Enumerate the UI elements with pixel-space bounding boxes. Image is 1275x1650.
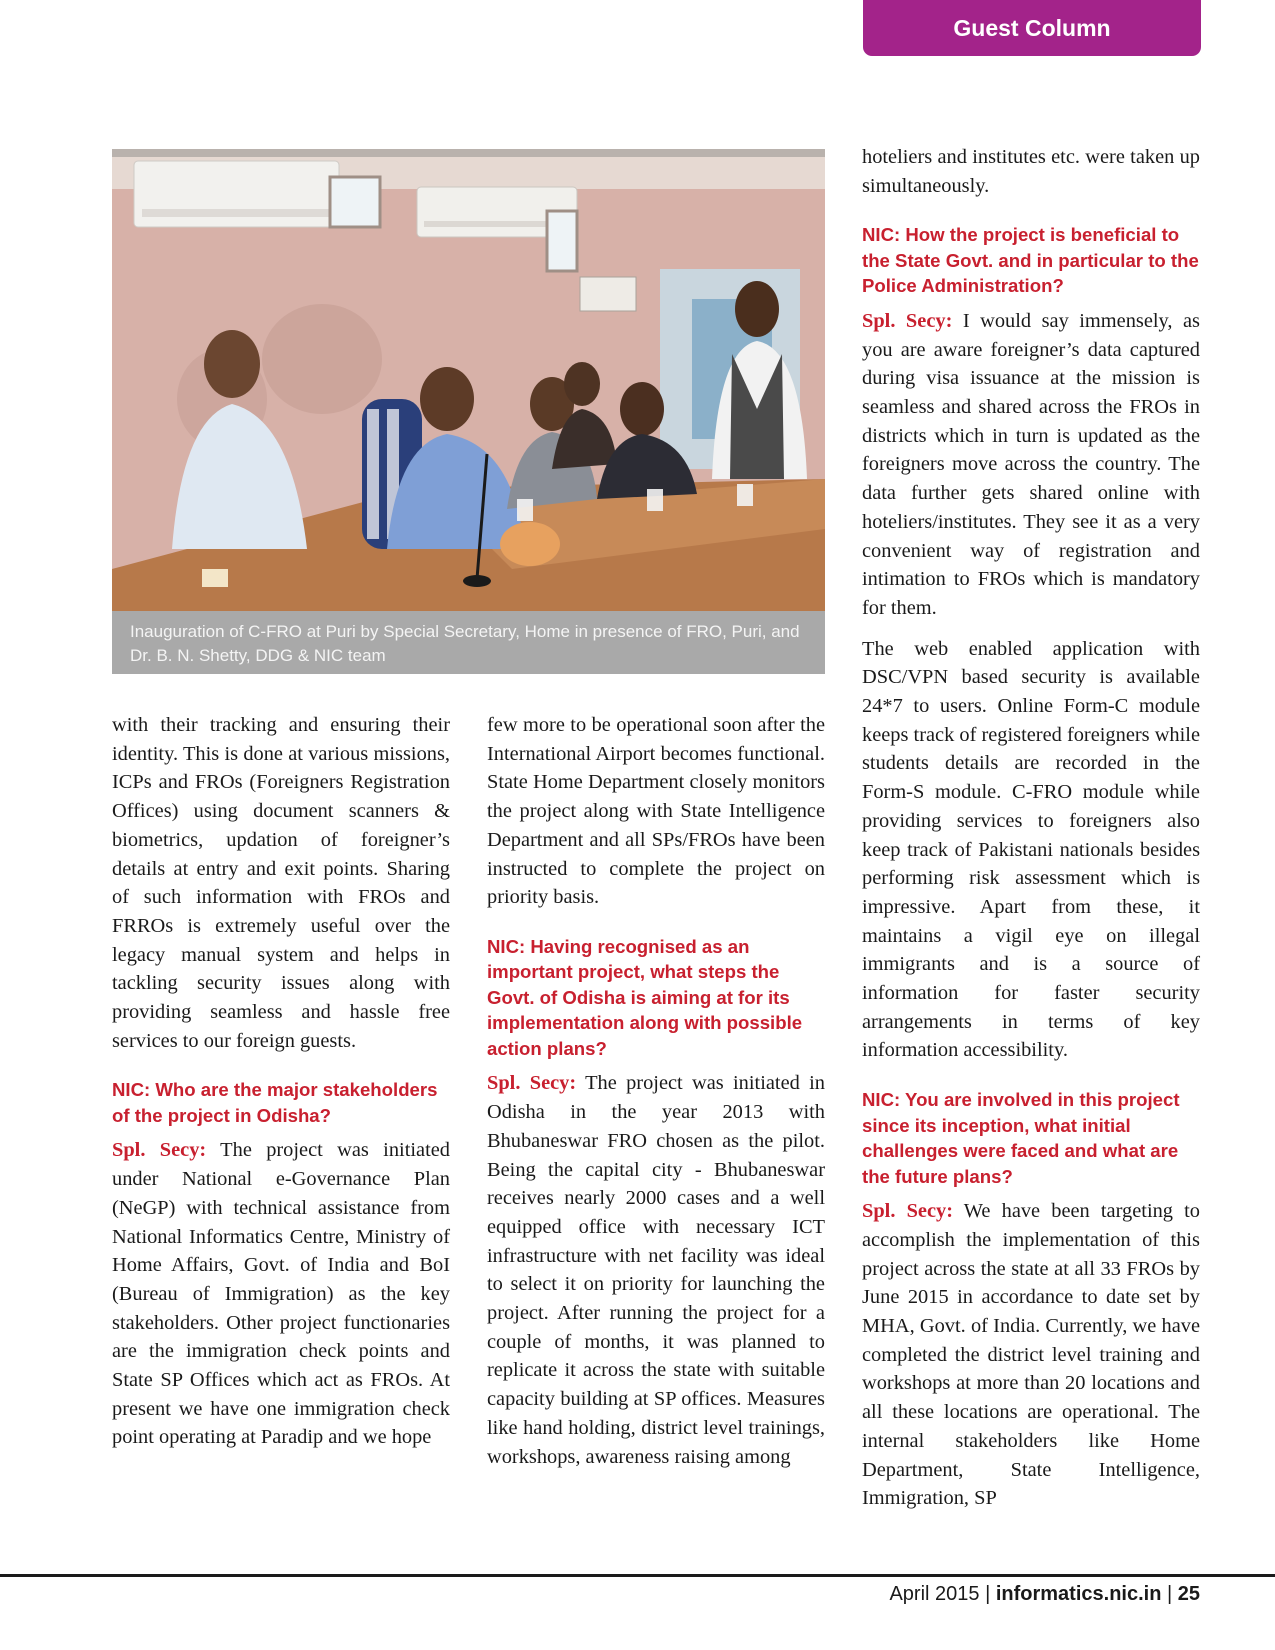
footer-rule [0,1574,1275,1577]
issue-date: April 2015 [889,1583,980,1605]
answer-text: The project was initiated under National e-Governance Plan (NeGP) with technical assistance from National Informatics Centre, Ministry of Home Affairs, Govt. of India and BoI (Bureau of Immigration) as the key stakeholders. Other project functionaries are the immigration check points and State SP Offices which act as FROs. At present we have one immigration check point operating at Paradip and we hope [112,1139,450,1449]
paragraph: The web enabled application with DSC/VPN based security is available 24*7 to users. Online Form-C module keeps track of registered foreigners while students details are recorded in the Form-S module. C-FRO module while providing services to foreigners also keep track of Pakistani nationals besides performing risk assessment which is impressive. Apart from these, it maintains a vigil eye on illegal immigrants and is a source of information for faster security arrangements in terms of key information accessibility. [862,637,1200,1062]
photo-caption: Inauguration of C-FRO at Puri by Special Secretary, Home in presence of FRO, Puri, and Dr. B. N. Shetty, DDG & NIC team [112,611,825,674]
speaker-label: Spl. Secy: [862,309,953,332]
page-number: 25 [1177,1583,1200,1605]
answer-text: We have been targeting to accomplish the implementation of this project across the state at all 33 FROs by June 2015 in accordance to date set by MHA, Govt. of India. Currently, we have completed the district level training and workshops at more than 20 locations and all these locations are operational. The internal stakeholders like Home Department, State Intelligence, Immigration, SP [862,1200,1201,1510]
inauguration-photo [112,149,825,611]
column-1 [112,711,450,1452]
interview-question: NIC: Having recognised as an important project, what steps the Govt. of Odisha is aiming at for its implementation along with possible action plans? [487,935,803,1059]
footer-separator: | [1161,1583,1178,1605]
footer-site: informatics.nic.in [995,1583,1162,1605]
paragraph: hoteliers and institutes etc. were taken up simultaneously. [862,146,1200,197]
column-2 [487,711,825,1471]
interview-question: NIC: How the project is beneficial to the State Govt. and in particular to the Police Administration? [862,224,1199,297]
interview-answer [487,1069,825,1471]
page-footer [889,1583,1200,1606]
interview-question: NIC: Who are the major stakeholders of the project in Odisha? [112,1079,438,1126]
interview-question: NIC: You are involved in this project since its inception, what initial challenges were faced and what are the future plans? [862,1089,1180,1187]
footer-separator: | [979,1583,996,1605]
answer-text: I would say immensely, as you are aware foreigner’s data captured during visa issuance at the mission is seamless and shared across the FROs in districts which in turn is updated as the foreigners move across the country. The data further gets shared online with hoteliers/institutes. They see it as a very convenient way of registration and intimation to FROs which is mandatory for them. [862,309,1200,619]
interview-answer [862,307,1200,623]
speaker-label: Spl. Secy: [862,1200,954,1223]
section-tab [863,0,1201,56]
interview-answer [112,1136,450,1452]
paragraph: with their tracking and ensuring their identity. This is done at various missions, ICPs and FROs (Foreigners Registration Offices) using document scanners & biometrics, updation of foreigner’s details at entry and exit points. Sharing of such information with FROs and FRROs is extremely useful over the legacy manual system and helps in tackling security issues along with providing seamless and hassle free services to our foreign guests. [112,714,450,1052]
interview-answer [862,1197,1200,1513]
section-tab-label: Guest Column [953,15,1111,41]
paragraph: few more to be operational soon after the International Airport becomes functional. State Home Department closely monitors the project along with State Intelligence Department and all SPs/FROs have been instructed to complete the project on priority basis. [487,714,825,909]
speaker-label: Spl. Secy: [112,1139,207,1162]
speaker-label: Spl. Secy: [487,1072,577,1095]
photo-illustration [112,149,825,611]
answer-text: The project was initiated in Odisha in the year 2013 with Bhubaneswar FRO chosen as the pilot. Being the capital city - Bhubaneswar receives nearly 2000 cases and a well equipped office with necessary ICT infrastructure with net facility was ideal to select it on priority for launching the project. After running the project for a couple of months, it was planned to replicate it across the state with suitable capacity building at SP offices. Measures like hand holding, district level trainings, workshops, awareness raising among [487,1072,825,1468]
column-3 [862,143,1200,1513]
